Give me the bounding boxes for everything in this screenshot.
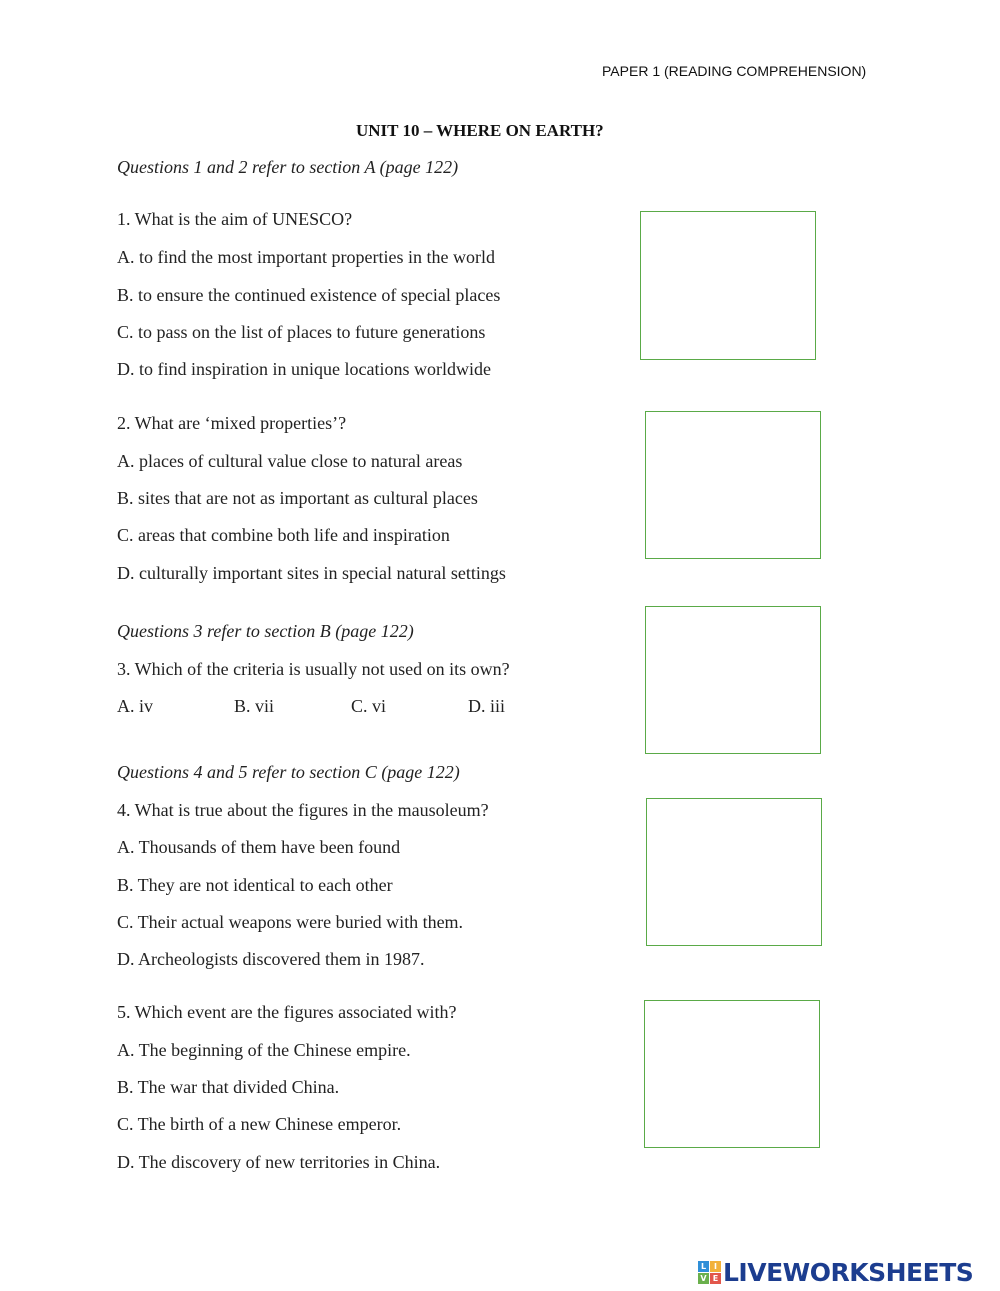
section-b-instruction: Questions 3 refer to section B (page 122) (117, 621, 414, 641)
logo-blocks-icon (698, 1261, 721, 1284)
question-3-option-b: B. vii (234, 696, 275, 716)
question-5-option-b: B. The war that divided China. (117, 1077, 340, 1097)
question-5-option-d: D. The discovery of new territories in China. (117, 1152, 441, 1172)
question-1-option-a: A. to find the most important properties in the world (117, 247, 495, 267)
question-2-option-c: C. areas that combine both life and inspiration (117, 525, 450, 545)
logo-text: LIVEWORKSHEETS (723, 1257, 974, 1287)
unit-title: UNIT 10 – WHERE ON EARTH? (356, 121, 604, 140)
liveworksheets-logo (698, 1257, 973, 1287)
question-3-option-a: A. iv (117, 696, 153, 716)
logo-block-e: E (710, 1273, 721, 1284)
answer-box-2[interactable] (645, 411, 821, 559)
question-4-option-d: D. Archeologists discovered them in 1987. (117, 949, 425, 969)
question-4-option-c: C. Their actual weapons were buried with them. (117, 912, 464, 932)
answer-box-4[interactable] (646, 798, 822, 946)
question-1-stem: 1. What is the aim of UNESCO? (117, 209, 353, 229)
question-2-option-b: B. sites that are not as important as cultural places (117, 488, 478, 508)
question-1-option-b: B. to ensure the continued existence of special places (117, 285, 501, 305)
logo-block-l: L (698, 1261, 709, 1272)
question-5-option-c: C. The birth of a new Chinese emperor. (117, 1114, 402, 1134)
question-4-stem: 4. What is true about the figures in the mausoleum? (117, 800, 489, 820)
question-4-option-b: B. They are not identical to each other (117, 875, 393, 895)
logo-block-i: I (710, 1261, 721, 1272)
question-5-stem: 5. Which event are the figures associated with? (117, 1002, 457, 1022)
question-3-option-c: C. vi (351, 696, 387, 716)
question-2-option-a: A. places of cultural value close to natural areas (117, 451, 463, 471)
section-a-instruction: Questions 1 and 2 refer to section A (page 122) (117, 157, 459, 177)
answer-box-3[interactable] (645, 606, 821, 754)
question-3-stem: 3. Which of the criteria is usually not used on its own? (117, 659, 510, 679)
question-3-option-d: D. iii (468, 696, 506, 716)
question-4-option-a: A. Thousands of them have been found (117, 837, 401, 857)
logo-block-v: V (698, 1273, 709, 1284)
question-1-option-d: D. to find inspiration in unique locations worldwide (117, 359, 491, 379)
answer-box-5[interactable] (644, 1000, 820, 1148)
question-2-stem: 2. What are ‘mixed properties’? (117, 413, 347, 433)
section-c-instruction: Questions 4 and 5 refer to section C (page 122) (117, 762, 460, 782)
question-5-option-a: A. The beginning of the Chinese empire. (117, 1040, 411, 1060)
page-header: PAPER 1 (READING COMPREHENSION) (602, 63, 867, 79)
question-1-option-c: C. to pass on the list of places to future generations (117, 322, 486, 342)
question-2-option-d: D. culturally important sites in special natural settings (117, 563, 506, 583)
answer-box-1[interactable] (640, 211, 816, 360)
